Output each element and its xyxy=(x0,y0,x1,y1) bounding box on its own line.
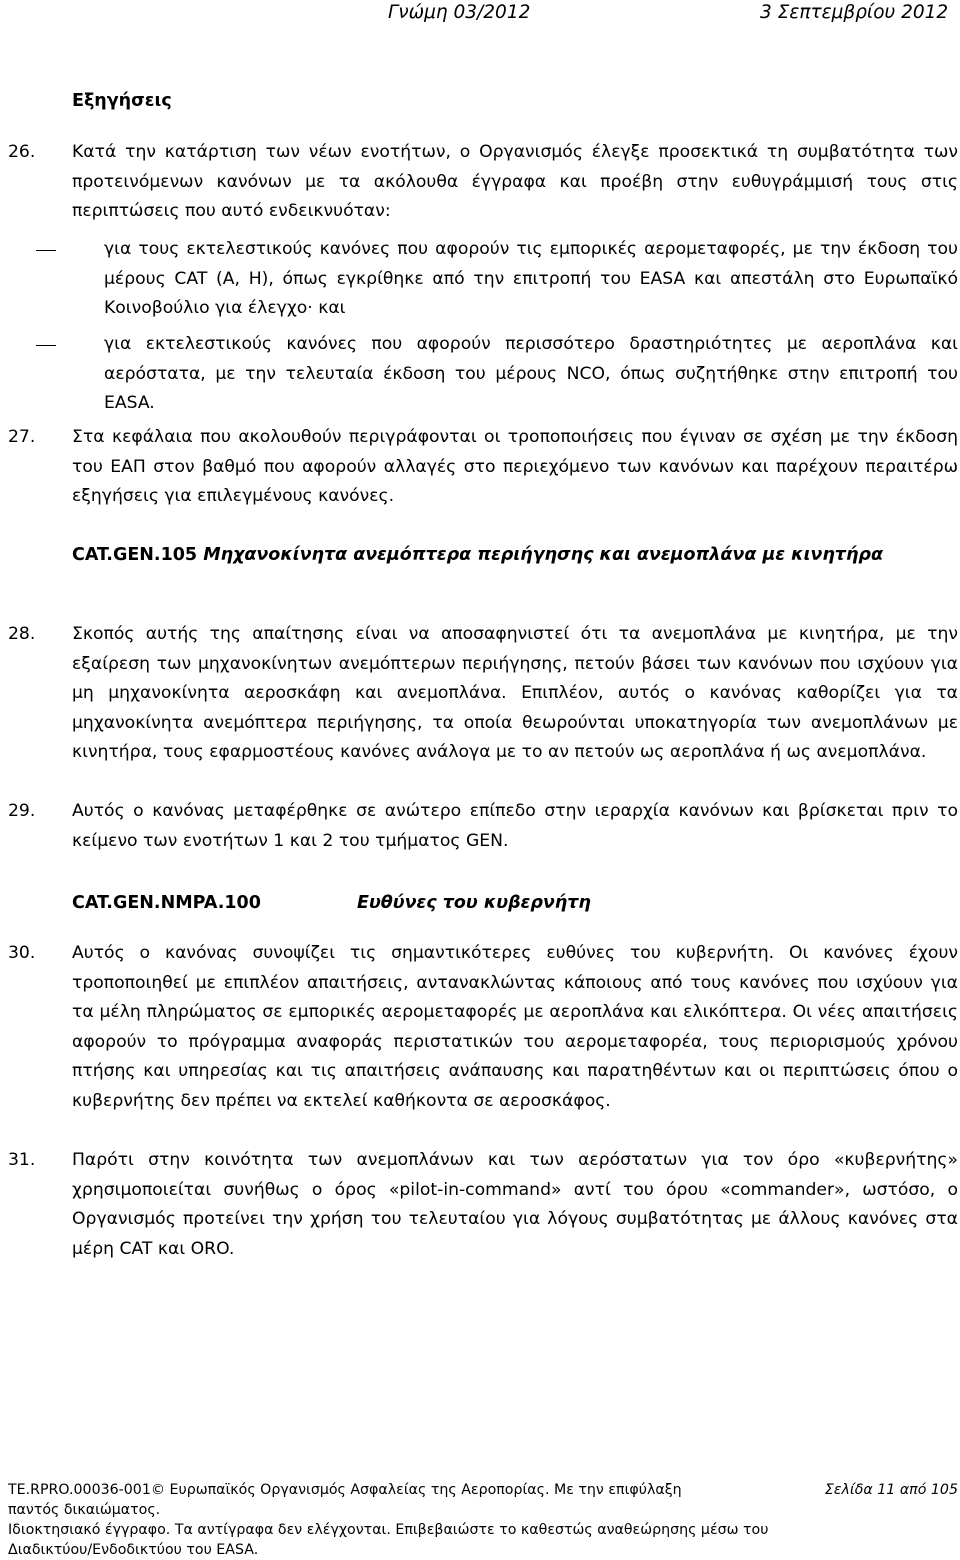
page-number: Σελίδα 11 από 105 xyxy=(824,1482,958,1498)
paragraph-text: Παρότι στην κοινότητα των ανεμοπλάνων και των αερόστατων για τον όρο «κυβερνήτης» χρησιμοποιείται συνήθως ο όρος «pilot-in-command» αντί του όρου «commander», ωστόσο, ο Οργανισμός προτείνει την χρήση του τελευταίου για λόγους συμβατότητας με άλλους κανόνες στα μέρη CAT και ORO. xyxy=(72,1150,958,1259)
footer-verify: Διαδικτύου/Ενδοδικτύου του EASA. xyxy=(8,1542,259,1558)
paragraph-28 xyxy=(8,620,958,768)
bullet-text: για τους εκτελεστικούς κανόνες που αφορούν τις εμπορικές αερομεταφορές, με την έκδοση του μέρους CAT (A, H), όπως εγκρίθηκε από την επιτροπή του EASA και απεστάλη στο Ευρωπαϊκό Κοινοβούλιο για έλεγχο· και xyxy=(104,239,958,318)
header-date: 3 Σεπτεμβρίου 2012 xyxy=(760,2,949,23)
paragraph-text: Αυτός ο κανόνας συνοψίζει τις σημαντικότερες ευθύνες του κυβερνήτη. Οι κανόνες έχουν τροποποιηθεί με επιπλέον απαιτήσεις, αντανακλώντας κάποιους από τους κανόνες που ισχύουν για τα μέλη πληρώματος σε εμπορικές αερομεταφορές με αεροπλάνα και ελικόπτερα. Οι νέες απαιτήσεις αφορούν το πρόγραμμα αναφοράς περιστατικών του αερομεταφορέα, τους περιορισμούς χρόνου πτήσης και υπηρεσίας και τις απαιτήσεις ανάπαυσης και παρατηθέντων και οι περιπτώσεις όπου ο κυβερνήτης δεν πρέπει να εκτελεί καθήκοντα σε αεροσκάφος. xyxy=(72,943,958,1111)
paragraph-number: 28. xyxy=(8,624,36,644)
paragraph-text: Σκοπός αυτής της απαίτησης είναι να αποσαφηνιστεί ότι τα ανεμοπλάνα με κινητήρα, με την εξαίρεση των μηχανοκίνητων ανεμόπτερων περιήγησης, πετούν βάσει των κανόνων που ισχύουν για μη μηχανοκίνητα αεροσκάφη και ανεμοπλάνα. Επιπλέον, αυτός ο κανόνας καθορίζει για τα μηχανοκίνητα ανεμόπτερα περιήγησης, τα οποία θεωρούνται υποκατηγορία των ανεμοπλάνων με κινητήρα, τους εφαρμοστέους κανόνες ανάλογα με το αν πετούν ως αεροπλάνα ή ως ανεμοπλάνα. xyxy=(72,624,958,762)
subheading-code: CAT.GEN.105 xyxy=(72,545,198,565)
footer-proprietary: Ιδιοκτησιακό έγγραφο. Τα αντίγραφα δεν ελέγχονται. Επιβεβαιώστε το καθεστώς αναθεώρησης μέσω του xyxy=(8,1522,769,1538)
bullet-item-nco xyxy=(36,330,958,419)
bullet-item-cat xyxy=(36,235,958,324)
subheading-cat-gen-105 xyxy=(72,540,902,570)
subheading-title: Ευθύνες του κυβερνήτη xyxy=(357,893,591,913)
paragraph-number: 30. xyxy=(8,943,36,963)
paragraph-text: Κατά την κατάρτιση των νέων ενοτήτων, ο Οργανισμός έλεγξε προσεκτικά τη συμβατότητα των προτεινόμενων κανόνων με τα ακόλουθα έγγραφα και προέβη στην ευθυγράμμισή τους στις περιπτώσεις που αυτό ενδεικνυόταν: xyxy=(72,142,958,221)
paragraph-30 xyxy=(8,939,958,1116)
subheading-title: Μηχανοκίνητα ανεμόπτερα περιήγησης και ανεμοπλάνα με κινητήρα xyxy=(203,545,883,565)
paragraph-31 xyxy=(8,1146,958,1264)
section-title: Εξηγήσεις xyxy=(72,91,172,111)
paragraph-number: 27. xyxy=(8,427,36,447)
bullet-text: για εκτελεστικούς κανόνες που αφορούν περισσότερο δραστηριότητες με αεροπλάνα και αερόστατα, με την τελευταία έκδοση του μέρους NCO, όπως συζητήθηκε στην επιτροπή του EASA. xyxy=(104,334,958,413)
subheading-cat-gen-nmpa-100 xyxy=(72,888,591,918)
paragraph-text: Αυτός ο κανόνας μεταφέρθηκε σε ανώτερο επίπεδο στην ιεραρχία κανόνων και βρίσκεται πριν το κείμενο των ενοτήτων 1 και 2 του τμήματος GEN. xyxy=(72,801,958,851)
paragraph-number: 31. xyxy=(8,1150,36,1170)
footer-copyright: TE.RPRO.00036-001© Ευρωπαϊκός Οργανισμός Ασφαλείας της Αεροπορίας. Με την επιφύλαξη xyxy=(8,1482,682,1498)
header-opinion: Γνώμη 03/2012 xyxy=(388,2,531,23)
dash-bullet-icon xyxy=(36,235,58,264)
paragraph-text: Στα κεφάλαια που ακολουθούν περιγράφονται οι τροποποιήσεις που έγιναν σε σχέση με την έκδοση του ΕΑΠ στον βαθμό που αφορούν αλλαγές στο περιεχόμενο των κανόνων και παρέχουν περαιτέρω εξηγήσεις για επιλεγμένους κανόνες. xyxy=(72,427,958,506)
paragraph-29 xyxy=(8,797,958,856)
dash-bullet-icon xyxy=(36,330,58,359)
paragraph-number: 26. xyxy=(8,142,36,162)
paragraph-number: 29. xyxy=(8,801,36,821)
paragraph-26 xyxy=(8,138,958,227)
subheading-code: CAT.GEN.NMPA.100 xyxy=(72,893,261,913)
footer-rights: παντός δικαιώματος. xyxy=(8,1502,161,1518)
paragraph-27 xyxy=(8,423,958,512)
page-footer xyxy=(8,1480,958,1560)
